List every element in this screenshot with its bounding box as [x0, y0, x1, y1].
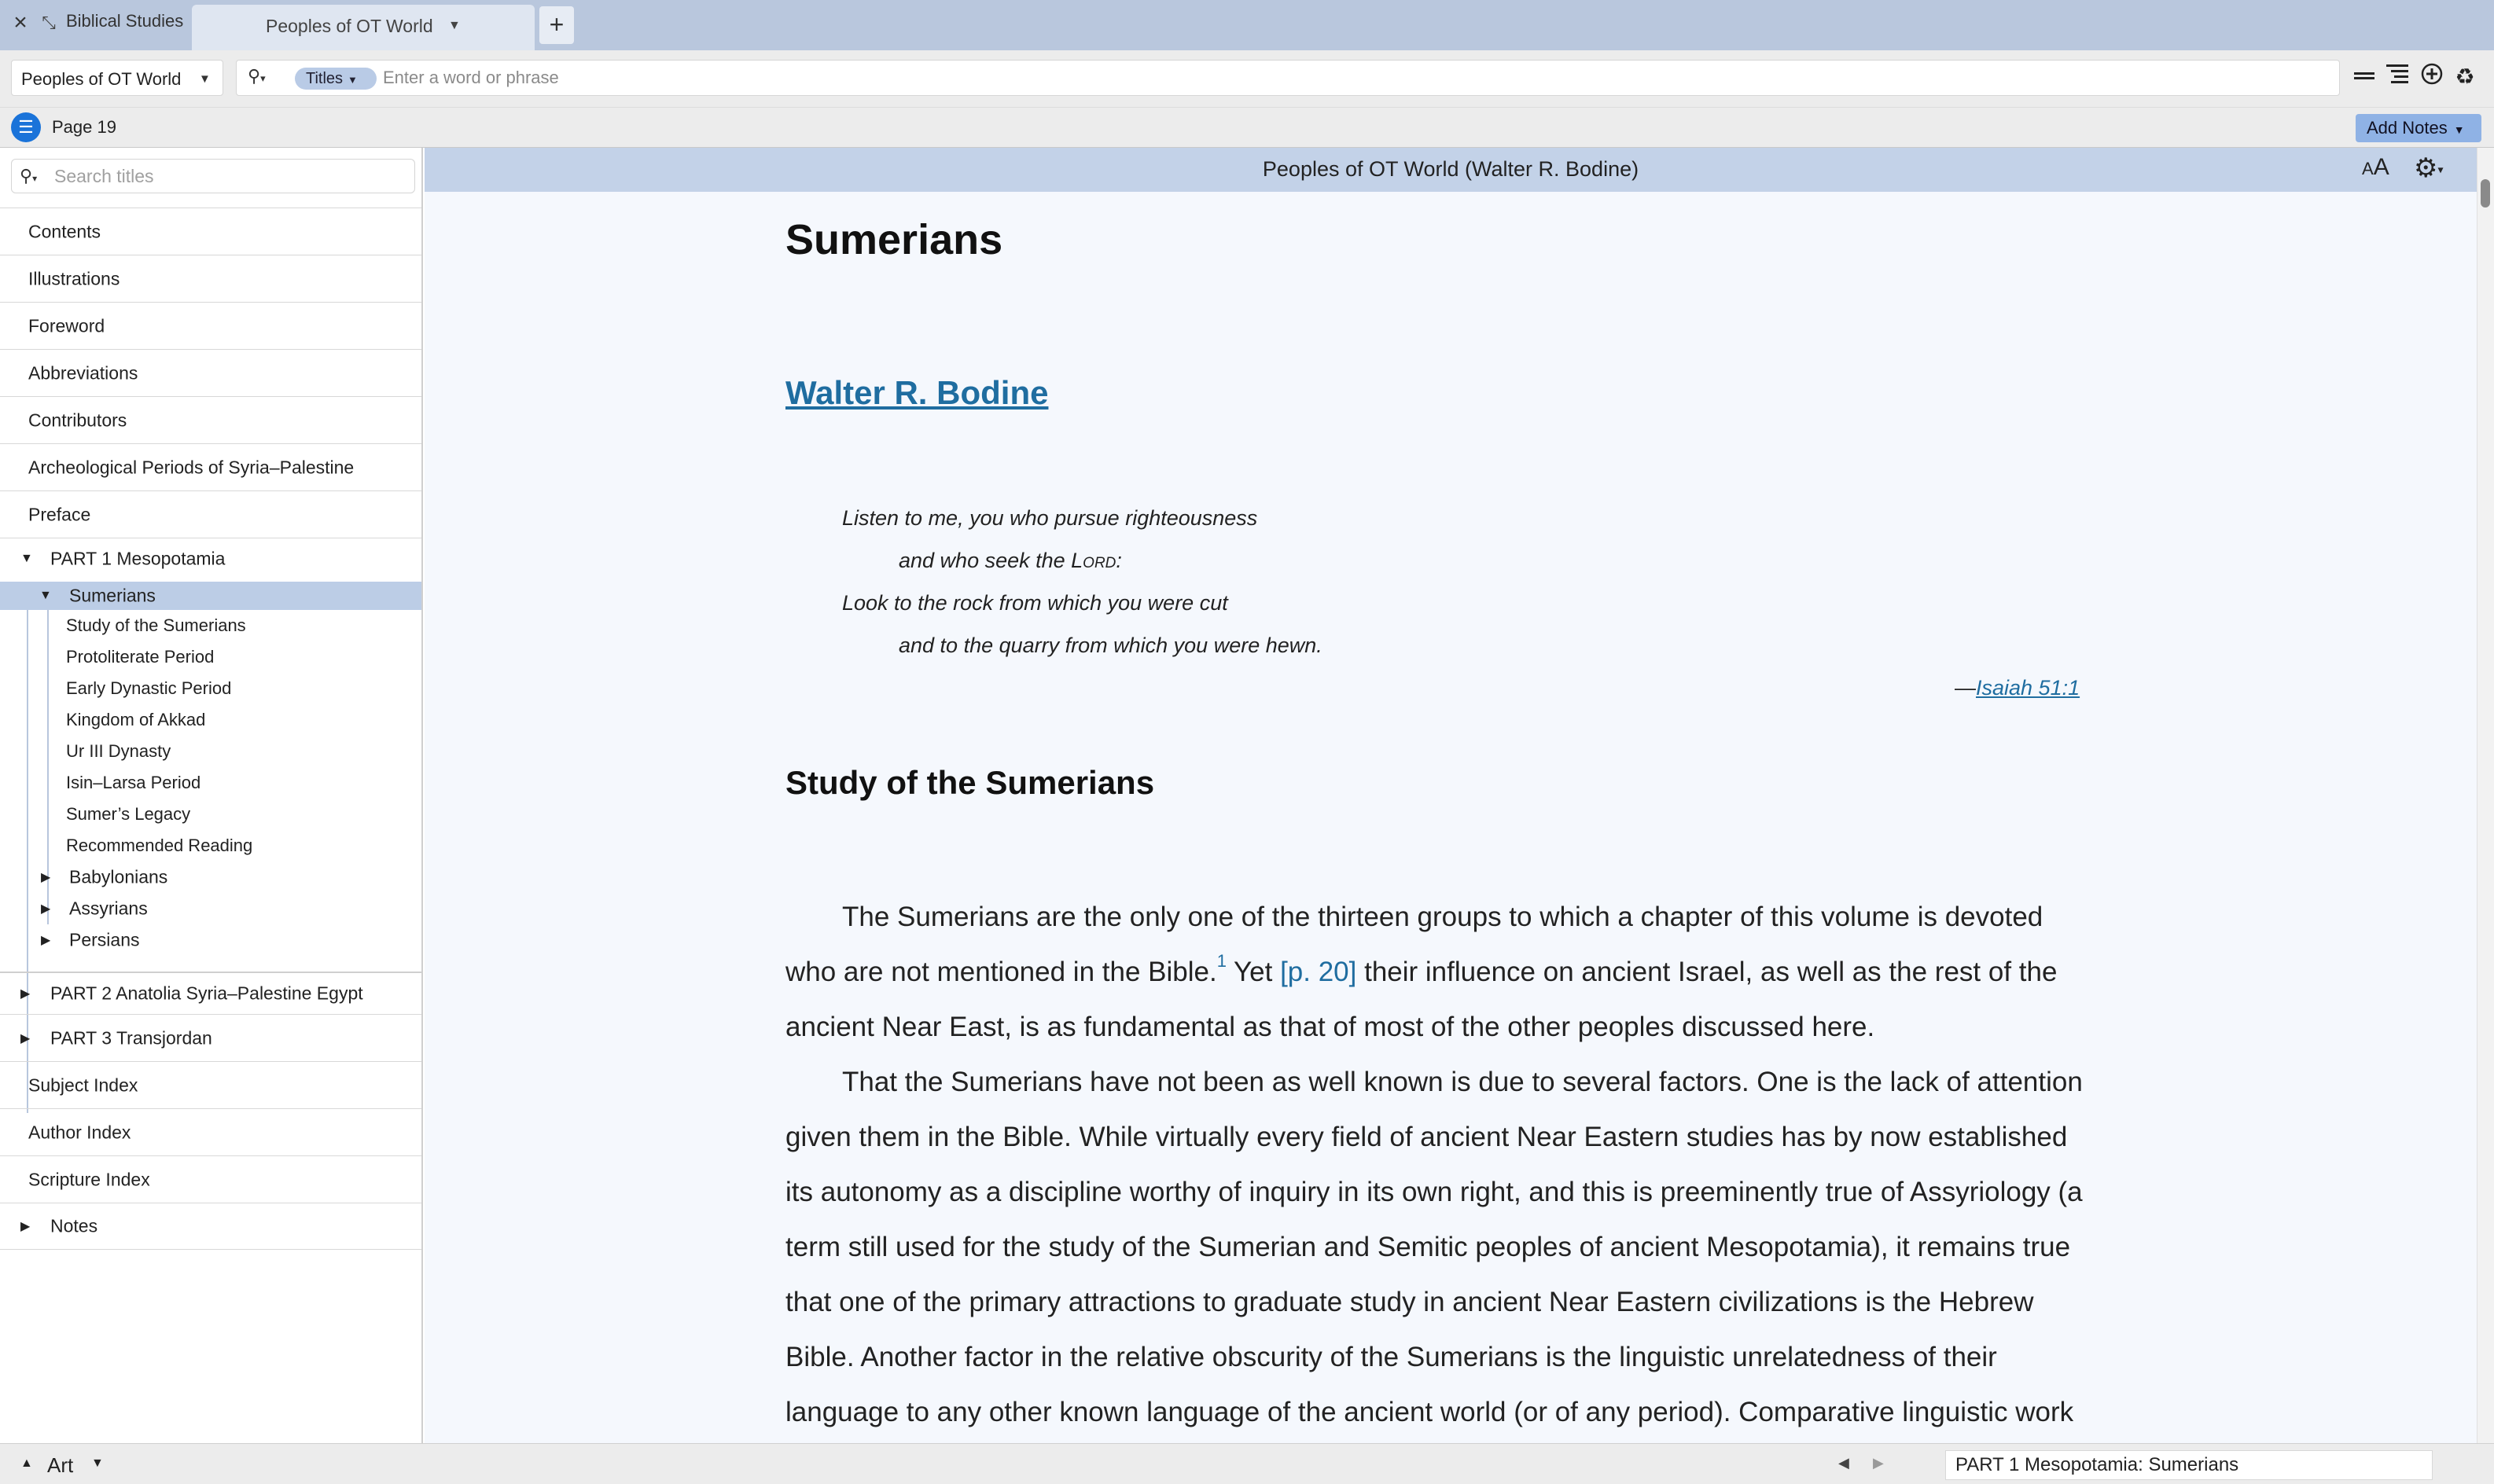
toc-item-assyrians[interactable]: ▶ Assyrians [41, 898, 148, 919]
scrollbar-thumb[interactable] [2481, 179, 2490, 208]
search-icon: ⚲▾ [20, 166, 38, 186]
toolbar [0, 50, 2494, 107]
toc-item-babylonians[interactable]: ▶ Babylonians [41, 866, 168, 887]
tab-peoples-of-ot-world[interactable] [192, 5, 535, 50]
section-heading: Study of the Sumerians [785, 764, 1155, 801]
toc-item-scripture-index[interactable]: Scripture Index [0, 1155, 421, 1203]
gear-icon[interactable]: ⚙▾ [2414, 153, 2444, 183]
add-tab-button[interactable]: + [539, 6, 574, 44]
toc-item-contents[interactable]: Contents [0, 208, 421, 255]
toc-item-study-of-the-sumerians[interactable]: Study of the Sumerians [66, 615, 246, 635]
location-field[interactable]: PART 1 Mesopotamia: Sumerians [1945, 1450, 2433, 1480]
chevron-right-icon[interactable]: ▶ [20, 1031, 31, 1045]
chevron-right-icon[interactable]: ▶ [20, 1220, 31, 1233]
next-icon[interactable]: ▶ [1873, 1455, 1884, 1471]
chevron-right-icon[interactable]: ▶ [41, 902, 51, 916]
chevron-right-icon[interactable]: ▶ [20, 987, 31, 1001]
recycle-icon[interactable]: ♻ [2455, 64, 2475, 89]
book-selector-label: Peoples of OT World [21, 69, 182, 89]
reader-scrollbar[interactable] [2477, 148, 2494, 1443]
previous-icon[interactable]: ◀ [1838, 1455, 1849, 1471]
epigraph-line: and who seek the Lord: [899, 549, 1122, 572]
page-label: Page 19 [52, 117, 116, 137]
toc-item-abbreviations[interactable]: Abbreviations [0, 349, 421, 396]
toc-item-persians[interactable]: ▶ Persians [41, 929, 140, 950]
chevron-right-icon[interactable]: ▶ [41, 871, 51, 884]
toc-item-contributors[interactable]: Contributors [0, 396, 421, 443]
search-bar[interactable] [236, 60, 2340, 96]
toc-item-kingdom-of-akkad[interactable]: Kingdom of Akkad [66, 710, 206, 729]
chevron-down-icon[interactable]: ▼ [20, 551, 33, 565]
resource-title: Peoples of OT World (Walter R. Bodine) [1262, 157, 1639, 181]
reader-header [425, 148, 2477, 192]
footnote-link[interactable]: 1 [1216, 951, 1227, 971]
reader-pane [425, 192, 2477, 1443]
epigraph-attribution: —Isaiah 51:1 [1955, 676, 2080, 700]
chevron-down-icon[interactable]: ▼ [91, 1456, 104, 1470]
chevron-down-icon[interactable]: ▼ [448, 19, 461, 32]
chevron-down-icon: ▼ [348, 74, 358, 86]
epigraph-line: Look to the rock from which you were cut [842, 591, 1228, 615]
toc-item-part-3[interactable]: ▶ PART 3 Transjordan [0, 1014, 421, 1061]
toc-item-notes[interactable]: ▶ Notes [0, 1203, 421, 1250]
page-bar [0, 107, 2494, 148]
toc-item-part-2[interactable]: ▶ PART 2 Anatolia Syria–Palestine Egypt [0, 972, 421, 1014]
add-circle-icon[interactable] [2419, 63, 2445, 91]
article-heading: Sumerians [785, 216, 1003, 263]
add-notes-button[interactable] [2356, 114, 2481, 142]
paragraph: The Sumerians are the only one of the thirteen groups to which a chapter of this volume is devoted who are not mentioned in the Bible.$^1$ Yet [p. 20] their influence on ancient Israel, as well as the rest of the ancient Near East, is as fundamental as that of most of the other peoples discussed here. [785, 902, 2058, 1042]
chevron-down-icon[interactable]: ▼ [39, 589, 52, 602]
epigraph-line: and to the quarry from which you were hewn. [899, 634, 1322, 657]
toc-item-sumers-legacy[interactable]: Sumer’s Legacy [66, 804, 191, 824]
toc-item-archeological-periods[interactable]: Archeological Periods of Syria–Palestine [0, 443, 421, 490]
outline-icon[interactable] [2384, 63, 2411, 91]
title-search[interactable] [11, 159, 415, 193]
scripture-link[interactable]: Isaiah 51:1 [1976, 676, 2080, 700]
page-reference-link[interactable]: [p. 20] [1280, 957, 1357, 987]
search-icon[interactable]: ⚲▾ [248, 66, 266, 86]
chevron-down-icon: ▼ [2453, 123, 2465, 136]
toc-item-sumerians[interactable]: ▼ Sumerians [0, 582, 421, 610]
author-link[interactable]: Walter R. Bodine [785, 374, 1049, 411]
epigraph-line: Listen to me, you who pursue righteousness [842, 506, 1258, 530]
book-selector[interactable] [11, 60, 223, 96]
toc-item-author-index[interactable]: Author Index [0, 1108, 421, 1155]
toc-item-foreword[interactable]: Foreword [0, 302, 421, 349]
chevron-down-icon: ▼ [199, 72, 211, 86]
chevron-up-icon[interactable]: ▲ [20, 1456, 33, 1470]
search-scope-label: Titles [306, 70, 344, 87]
view-lines-icon[interactable] [2351, 63, 2378, 91]
status-bar [0, 1443, 2494, 1484]
tab-group-title[interactable]: Biblical Studies [66, 11, 184, 31]
paragraph: That the Sumerians have not been as well known is due to several factors. One is the lack of attention given them in the Bible. While virtually every field of ancient Near Eastern studies has by now established its autonomy as a discipline worthy of inquiry in its own right, and this is preeminently true of Assyriology (a term still used for the study of the Sumerian and Semitic peoples of ancient Mesopotamia), it remains true that one of the primary attractions to graduate study in ancient Near Eastern civilizations is the Hebrew Bible. Another factor in the relative obscurity of the Sumerians is the linguistic unrelatedness of their language to any other known language of the ancient world (or of any period). Comparative linguistic work [785, 1067, 2083, 1427]
tab-bar [0, 0, 2494, 50]
toc-item-recommended-reading[interactable]: Recommended Reading [66, 836, 253, 855]
search-scope-button[interactable] [295, 68, 377, 90]
chevron-right-icon[interactable]: ▶ [41, 934, 51, 947]
toc-item-protoliterate-period[interactable]: Protoliterate Period [66, 647, 215, 667]
toc-item-illustrations[interactable]: Illustrations [0, 255, 421, 302]
table-of-contents-panel [0, 148, 423, 1443]
toc-item-isin-larsa-period[interactable]: Isin–Larsa Period [66, 773, 201, 792]
toc-item-ur-iii-dynasty[interactable]: Ur III Dynasty [66, 741, 171, 761]
toc-item-subject-index[interactable]: Subject Index [0, 1061, 421, 1108]
toc-item-preface[interactable]: Preface [0, 490, 421, 538]
table-of-contents-icon[interactable]: ☰ [11, 112, 41, 142]
title-search-input[interactable] [54, 164, 400, 188]
toc-item-early-dynastic-period[interactable]: Early Dynastic Period [66, 678, 232, 698]
search-input[interactable] [383, 65, 1484, 90]
tab-label: Peoples of OT World [266, 16, 433, 36]
panel-selector-label[interactable]: Art [47, 1453, 74, 1477]
add-notes-label: Add Notes [2367, 118, 2448, 138]
toc-item-part-1[interactable]: ▼ PART 1 Mesopotamia [0, 538, 421, 579]
close-icon[interactable]: × [13, 9, 28, 35]
collapse-icon[interactable]: ⤡ [42, 13, 56, 32]
font-size-icon[interactable]: AA [2362, 154, 2389, 180]
